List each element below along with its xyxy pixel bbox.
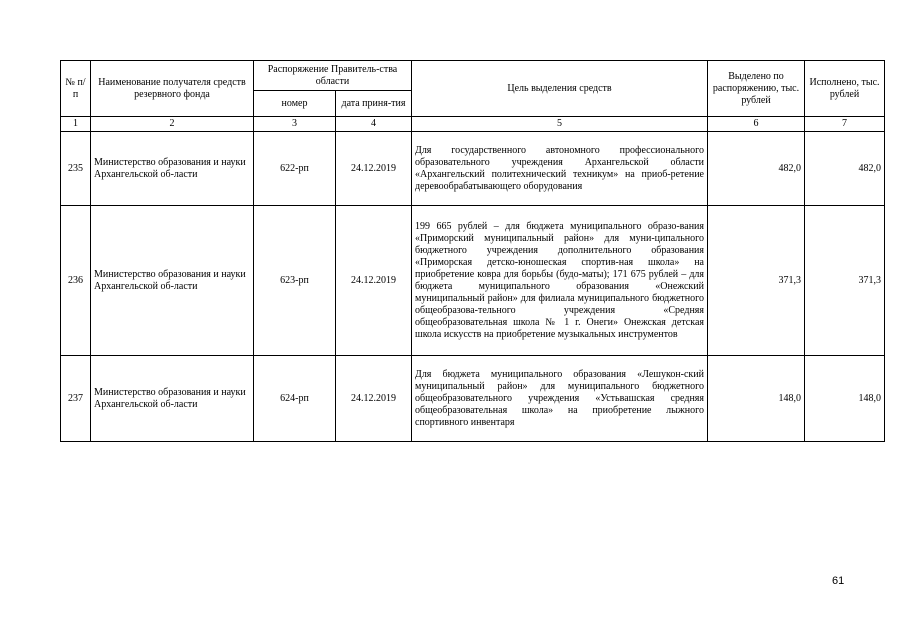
header-col-allocated: Выделено по распоряжению, тыс. рублей (708, 61, 805, 117)
column-number: 2 (91, 117, 254, 132)
row-allocated: 148,0 (708, 356, 805, 442)
row-order-date: 24.12.2019 (336, 356, 412, 442)
header-col-recipient: Наименование получателя средств резервного фонда (91, 61, 254, 117)
row-recipient: Министерство образования и науки Архангельской об-ласти (91, 206, 254, 356)
column-number: 5 (412, 117, 708, 132)
column-number: 4 (336, 117, 412, 132)
row-order-number: 623-рп (254, 206, 336, 356)
header-col-no: № п/п (61, 61, 91, 117)
row-number: 236 (61, 206, 91, 356)
row-allocated: 371,3 (708, 206, 805, 356)
column-number: 6 (708, 117, 805, 132)
column-number: 7 (805, 117, 885, 132)
row-number: 237 (61, 356, 91, 442)
row-order-date: 24.12.2019 (336, 206, 412, 356)
header-col-purpose: Цель выделения средств (412, 61, 708, 117)
row-purpose: 199 665 рублей – для бюджета муниципального образо-вания «Приморский муниципальный район» для муни-ципального бюджетного учреждения дополнительного образования «Приморская детско-юношеская спортив-ная школа» на приобретение ковра для борьбы (будо-маты); 171 675 рублей – для бюджета муниципального образования «Онежский муниципальный район» для филиала муниципального бюджетного общеобразова-тельного учреждения «Средняя общеобразовательная школа № 1 г. Онеги» Онежская детская школа искусств на приобретение музыкальных инструментов (412, 206, 708, 356)
column-number: 3 (254, 117, 336, 132)
row-purpose: Для государственного автономного профессионального образовательного учреждения Архангельской области «Архангельский политехнический техникум» на приоб-ретение деревообрабатывающего оборудования (412, 132, 708, 206)
header-col-order-date: дата приня-тия (336, 91, 412, 117)
row-executed: 371,3 (805, 206, 885, 356)
header-col-order-number: номер (254, 91, 336, 117)
row-allocated: 482,0 (708, 132, 805, 206)
table-row (61, 132, 885, 206)
row-recipient: Министерство образования и науки Архангельской об-ласти (91, 132, 254, 206)
reserve-fund-table (60, 60, 885, 442)
row-number: 235 (61, 132, 91, 206)
column-numbers-row (61, 117, 885, 132)
row-executed: 148,0 (805, 356, 885, 442)
page-number: 61 (832, 575, 845, 587)
row-order-number: 624-рп (254, 356, 336, 442)
column-number: 1 (61, 117, 91, 132)
table-row (61, 206, 885, 356)
header-col-executed: Исполнено, тыс. рублей (805, 61, 885, 117)
row-order-date: 24.12.2019 (336, 132, 412, 206)
table-body (61, 132, 885, 442)
header-col-order-group: Распоряжение Правитель-ства области (254, 61, 412, 91)
row-recipient: Министерство образования и науки Архангельской об-ласти (91, 356, 254, 442)
row-order-number: 622-рп (254, 132, 336, 206)
row-purpose: Для бюджета муниципального образования «Лешукон-ский муниципальный район» для муниципального бюджетного общеобразовательного учреждения «Устьвашская средняя общеобразовательная школа» на приобретение лыжного спортивного инвентаря (412, 356, 708, 442)
table-row (61, 356, 885, 442)
table-header (61, 61, 885, 132)
row-executed: 482,0 (805, 132, 885, 206)
